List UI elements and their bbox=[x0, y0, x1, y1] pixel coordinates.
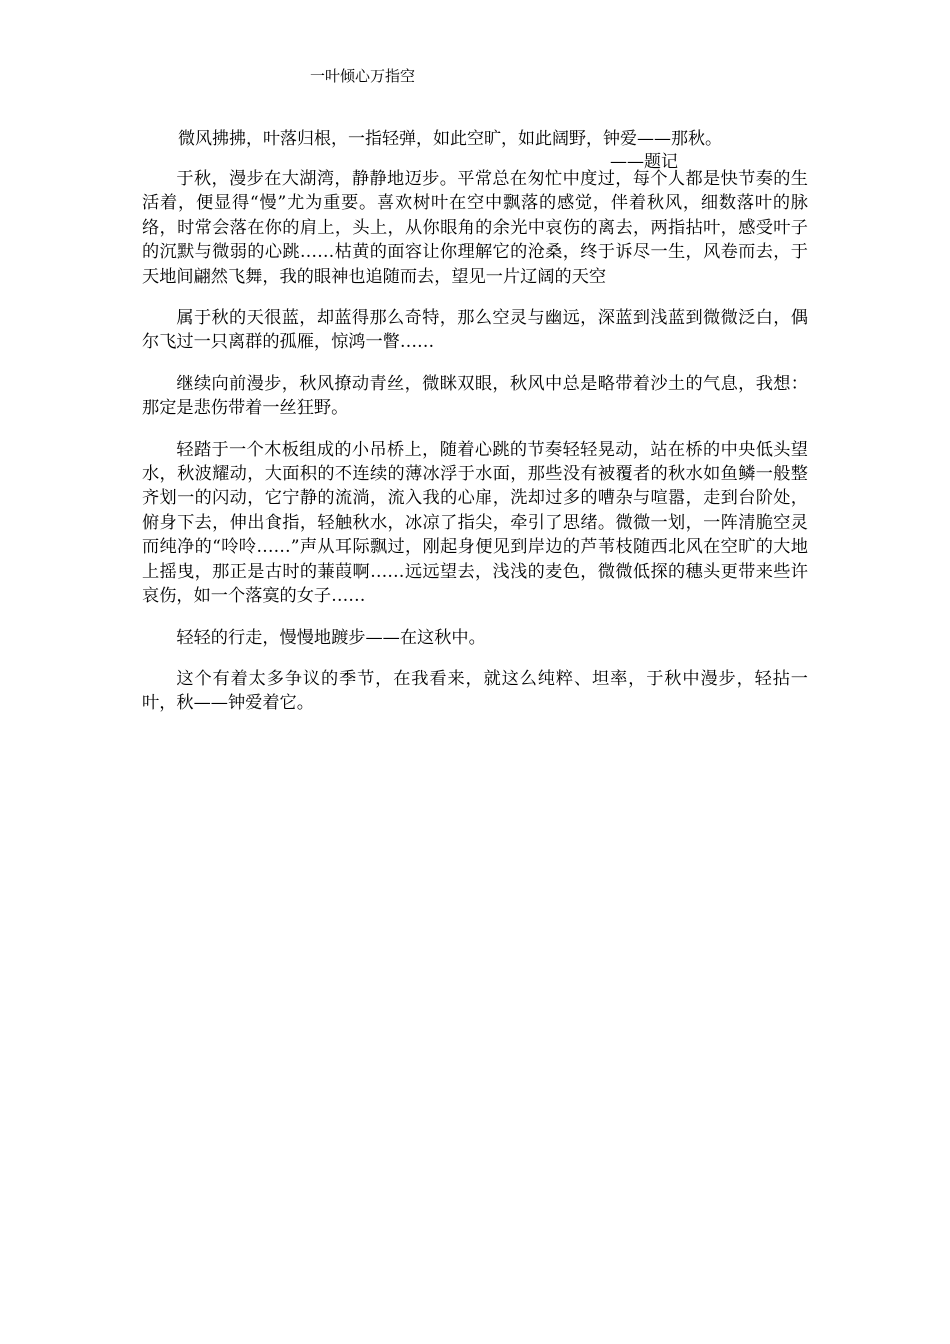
document-title: 一叶倾心万指空 bbox=[310, 67, 416, 85]
paragraph-2: 属于秋的天很蓝，却蓝得那么奇特，那么空灵与幽远，深蓝到浅蓝到微微泛白，偶尔飞过一只离群的孤雁，惊鸿一瞥…… bbox=[142, 308, 808, 353]
paragraph-4: 轻踏于一个木板组成的小吊桥上，随着心跳的节奏轻轻晃动，站在桥的中央低头望水，秋波耀动，大面积的不连续的薄冰浮于水面，那些没有被覆者的秋水如鱼鳞一般整齐划一的闪动，它宁静的流淌，流入我的心扉，洗却过多的嘈杂与喧嚣，走到台阶处，俯身下去，伸出食指，轻触秋水，冰凉了指尖，牵引了思绪。微微一划，一阵清脆空灵而纯净的“呤呤……”声从耳际飘过，刚起身便见到岸边的芦苇枝随西北风在空旷的大地上摇曳，那正是古时的蒹葭啊……远远望去，浅浅的麦色，微微低探的穗头更带来些许哀伤，如一个落寞的女子…… bbox=[142, 439, 808, 607]
paragraph-1: 于秋，漫步在大湖湾，静静地迈步。平常总在匆忙中度过，每个人都是快节奏的生活着，便显得“慢”尤为重要。喜欢树叶在空中飘落的感觉，伴着秋风，细数落叶的脉络，时常会落在你的肩上，头上，从你眼角的余光中哀伤的离去，两指拈叶，感受叶子的沉默与微弱的心跳……枯黄的面容让你理解它的沧桑，终于诉尽一生，风卷而去，于天地间翩然飞舞，我的眼神也追随而去，望见一片辽阔的天空 bbox=[142, 169, 808, 287]
paragraph-6: 这个有着太多争议的季节，在我看来，就这么纯粹、坦率，于秋中漫步，轻拈一叶，秋——钟爱着它。 bbox=[142, 668, 808, 714]
paragraph-3: 继续向前漫步，秋风撩动青丝，微眯双眼，秋风中总是略带着沙土的气息，我想：那定是悲伤带着一丝狂野。 bbox=[142, 373, 808, 419]
epigraph-attribution: ——题记 bbox=[610, 152, 678, 172]
epigraph: 微风拂拂，叶落归根，一指轻弹，如此空旷，如此阔野，钟爱——那秋。 bbox=[178, 129, 722, 149]
paragraph-5: 轻轻的行走，慢慢地踱步——在这秋中。 bbox=[176, 627, 486, 648]
essay-body bbox=[142, 167, 808, 733]
